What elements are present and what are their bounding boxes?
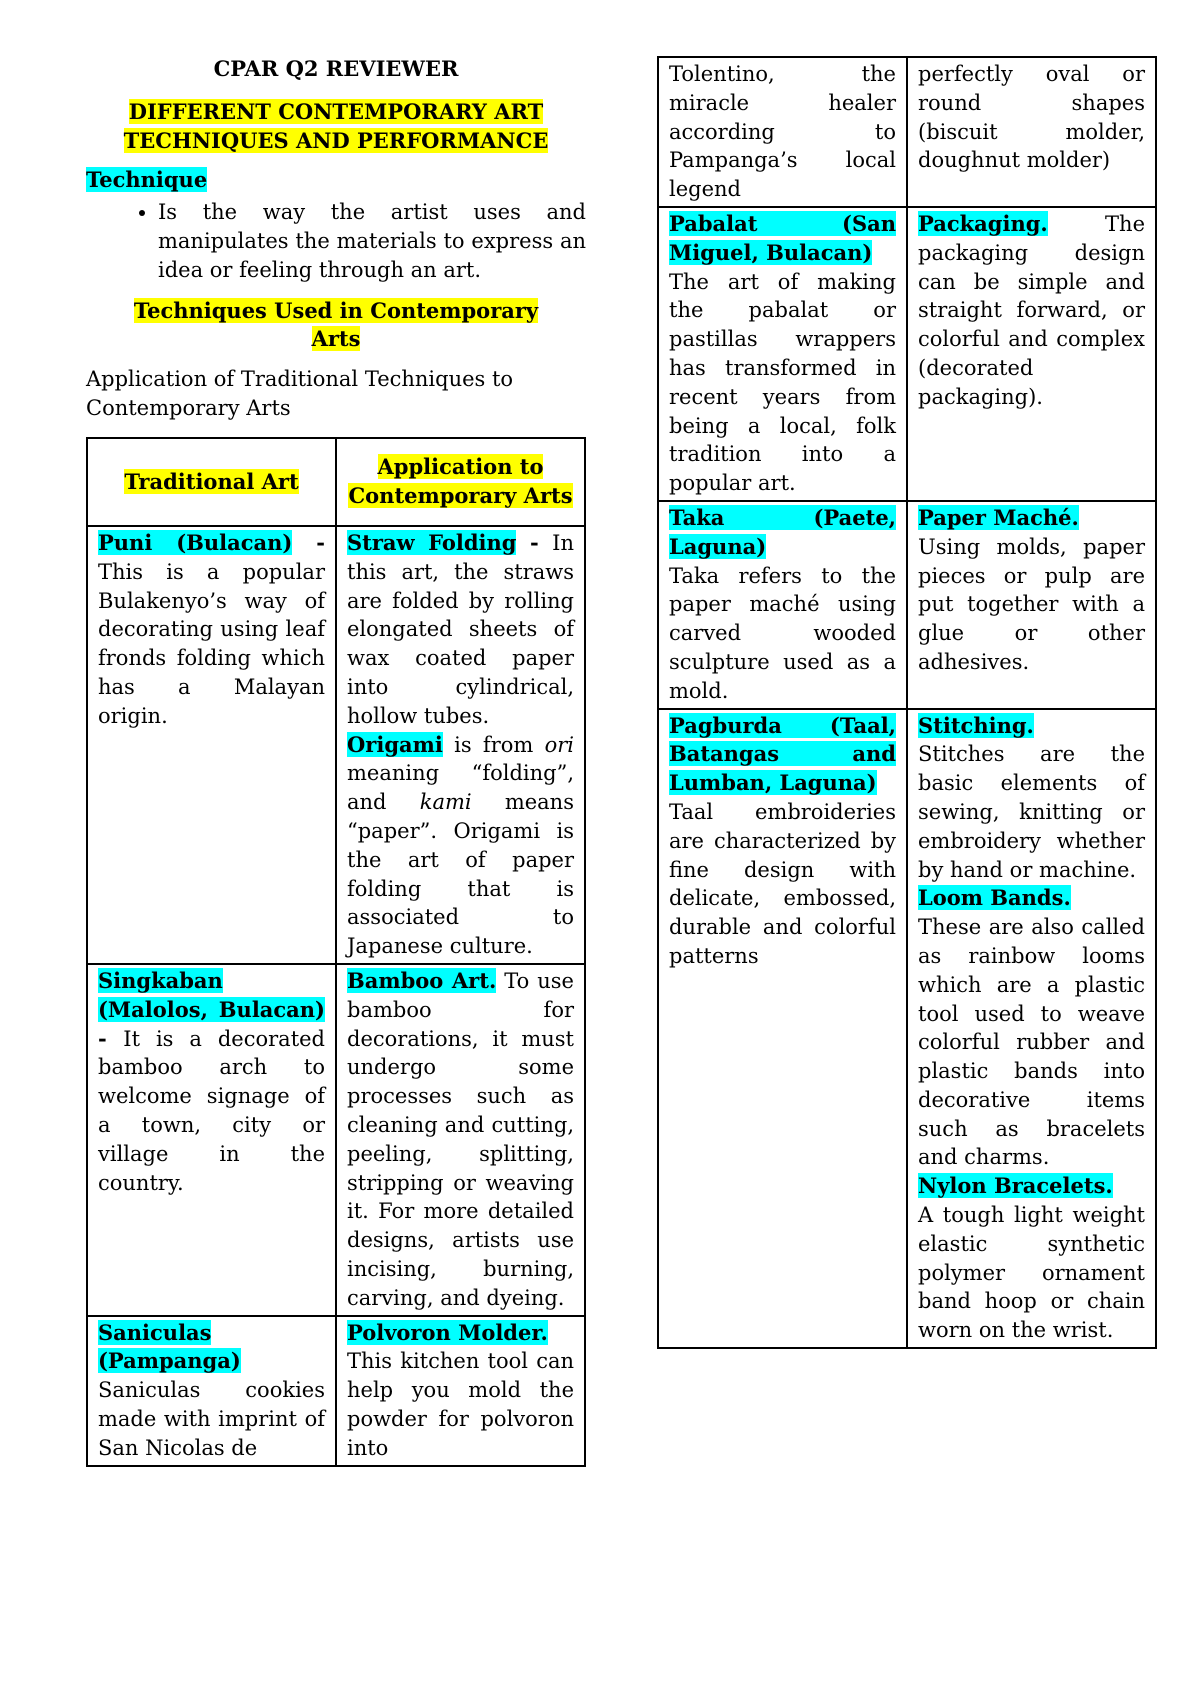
art-description: It is a decorated bamboo arch to welcome signage of a town, city or village in the country. xyxy=(98,1026,325,1195)
technique-heading xyxy=(86,167,586,192)
traditional-art-cell xyxy=(658,57,907,207)
art-label: Saniculas (Pampanga) xyxy=(98,1319,241,1374)
art-description: Saniculas cookies made with imprint of San Nicolas de xyxy=(98,1378,325,1460)
traditional-art-cell xyxy=(87,964,336,1316)
col-header-application xyxy=(336,438,585,526)
techniques-used-heading xyxy=(86,297,586,353)
table-row xyxy=(87,526,585,964)
table-header-row xyxy=(87,438,585,526)
technique-heading-text: Technique xyxy=(86,167,208,192)
traditional-art-cell xyxy=(658,207,907,501)
application-description: In this art, the straws are folded by rolling elongated sheets of wax coated paper into cylindrical, hollow tubes. xyxy=(347,531,574,728)
application-description: This kitchen tool can help you mold the powder for polvoron into xyxy=(347,1349,574,1460)
art-label: Pagburda (Taal, Batangas and Lumban, Laguna) xyxy=(669,712,896,796)
art-label: Singkaban (Malolos, Bulacan) xyxy=(98,967,325,1022)
art-description: Taal embroideries are characterized by fine design with delicate, embossed, durable and colorful patterns xyxy=(669,799,896,968)
art-description: Tolentino, the miracle healer according to Pampanga’s local legend xyxy=(669,62,896,202)
application-cell xyxy=(336,526,585,964)
right-column xyxy=(657,56,1157,1349)
technique-definition: • Is the way the artist uses and manipulates the materials to express an idea or feeling through an art. xyxy=(158,198,586,285)
application-cell xyxy=(907,709,1156,1349)
art-label: Taka (Paete, Laguna) xyxy=(669,504,896,559)
art-description: Taka refers to the paper maché using carved wooded sculpture used as a mold. xyxy=(669,563,896,703)
col-header-traditional-text: Traditional Art xyxy=(124,468,299,494)
subtitle-line-2: TECHNIQUES AND PERFORMANCE xyxy=(123,128,549,153)
techniques-table-right xyxy=(657,56,1157,1349)
traditional-art-cell xyxy=(658,709,907,1349)
application-description: Stitches are the basic elements of sewing, knitting or embroidery whether by hand or machine. xyxy=(918,742,1145,882)
application-label: Paper Maché. xyxy=(918,504,1079,530)
traditional-art-cell xyxy=(87,1316,336,1466)
application-label: Loom Bands. xyxy=(918,885,1071,911)
techniques-table-left xyxy=(86,437,586,1467)
traditional-art-cell xyxy=(658,501,907,709)
traditional-art-cell xyxy=(87,526,336,964)
application-description: Using molds, paper pieces or pulp are put together with a glue or other adhesives. xyxy=(918,534,1145,674)
table-row xyxy=(658,57,1156,207)
italic-term: ori xyxy=(544,732,574,757)
label-separator: - xyxy=(98,1025,124,1051)
art-description: The art of making the pabalat or pastillas wrappers has transformed in recent years from being a local, folk tradition into a popular art. xyxy=(669,269,896,496)
col-header-traditional xyxy=(87,438,336,526)
application-label: Polvoron Molder. xyxy=(347,1319,548,1345)
table-row xyxy=(658,501,1156,709)
label-separator: - xyxy=(292,530,325,555)
techniques-used-line-1: Techniques Used in Contemporary xyxy=(133,298,539,323)
art-label: Puni (Bulacan) xyxy=(98,530,293,555)
application-description: A tough light weight elastic synthetic polymer ornament band hoop or chain worn on the wrist. xyxy=(918,1203,1145,1343)
col-header-application-text: Application to Contemporary Arts xyxy=(348,454,573,508)
techniques-used-line-2: Arts xyxy=(311,326,361,351)
application-cell xyxy=(907,501,1156,709)
application-cell xyxy=(336,964,585,1316)
document-title: CPAR Q2 REVIEWER xyxy=(213,56,459,81)
application-label: Origami xyxy=(347,731,443,757)
art-description: This is a popular Bulakenyo’s way of decorating using leaf fronds folding which has a Malayan origin. xyxy=(98,559,325,728)
subtitle-line-1: DIFFERENT CONTEMPORARY ART xyxy=(128,99,544,124)
application-description: These are also called as rainbow looms which are a plastic tool used to weave colorful rubber and plastic bands into decorative items such as bracelets and charms. xyxy=(918,915,1145,1170)
application-description: perfectly oval or round shapes (biscuit molder, doughnut molder) xyxy=(918,62,1145,173)
application-label: Nylon Bracelets. xyxy=(918,1173,1113,1199)
application-cell xyxy=(907,207,1156,501)
application-text: meaning “folding”, and xyxy=(347,761,574,815)
document-subtitle xyxy=(86,97,586,155)
table-row xyxy=(87,964,585,1316)
application-cell xyxy=(336,1316,585,1466)
table-row xyxy=(658,207,1156,501)
label-separator: - xyxy=(516,530,553,555)
left-column xyxy=(86,56,586,1467)
application-label: Packaging. xyxy=(918,210,1048,236)
application-description: To use bamboo for decorations, it must undergo some processes such as cleaning and cutting, peeling, splitting, stripping or weaving it. For more detailed designs, artists use incising, burning, carving, and dyeing. xyxy=(347,968,574,1310)
application-label: Straw Folding xyxy=(347,530,517,555)
application-text: is from xyxy=(442,732,545,757)
application-description: The packaging design can be simple and straight forward, or colorful and complex (decorated packaging). xyxy=(918,211,1145,409)
table-row xyxy=(658,709,1156,1349)
table-row xyxy=(87,1316,585,1466)
techniques-intro: Application of Traditional Techniques to Contemporary Arts xyxy=(86,367,514,420)
technique-list xyxy=(86,198,586,285)
art-label: Pabalat (San Miguel, Bulacan) xyxy=(669,210,896,265)
application-cell xyxy=(907,57,1156,207)
application-label: Stitching. xyxy=(918,712,1034,738)
italic-term: kami xyxy=(419,790,472,815)
application-text: means “paper”. Origami is the art of paper folding that is associated to Japanese culture. xyxy=(347,790,574,959)
application-label: Bamboo Art. xyxy=(347,967,497,993)
